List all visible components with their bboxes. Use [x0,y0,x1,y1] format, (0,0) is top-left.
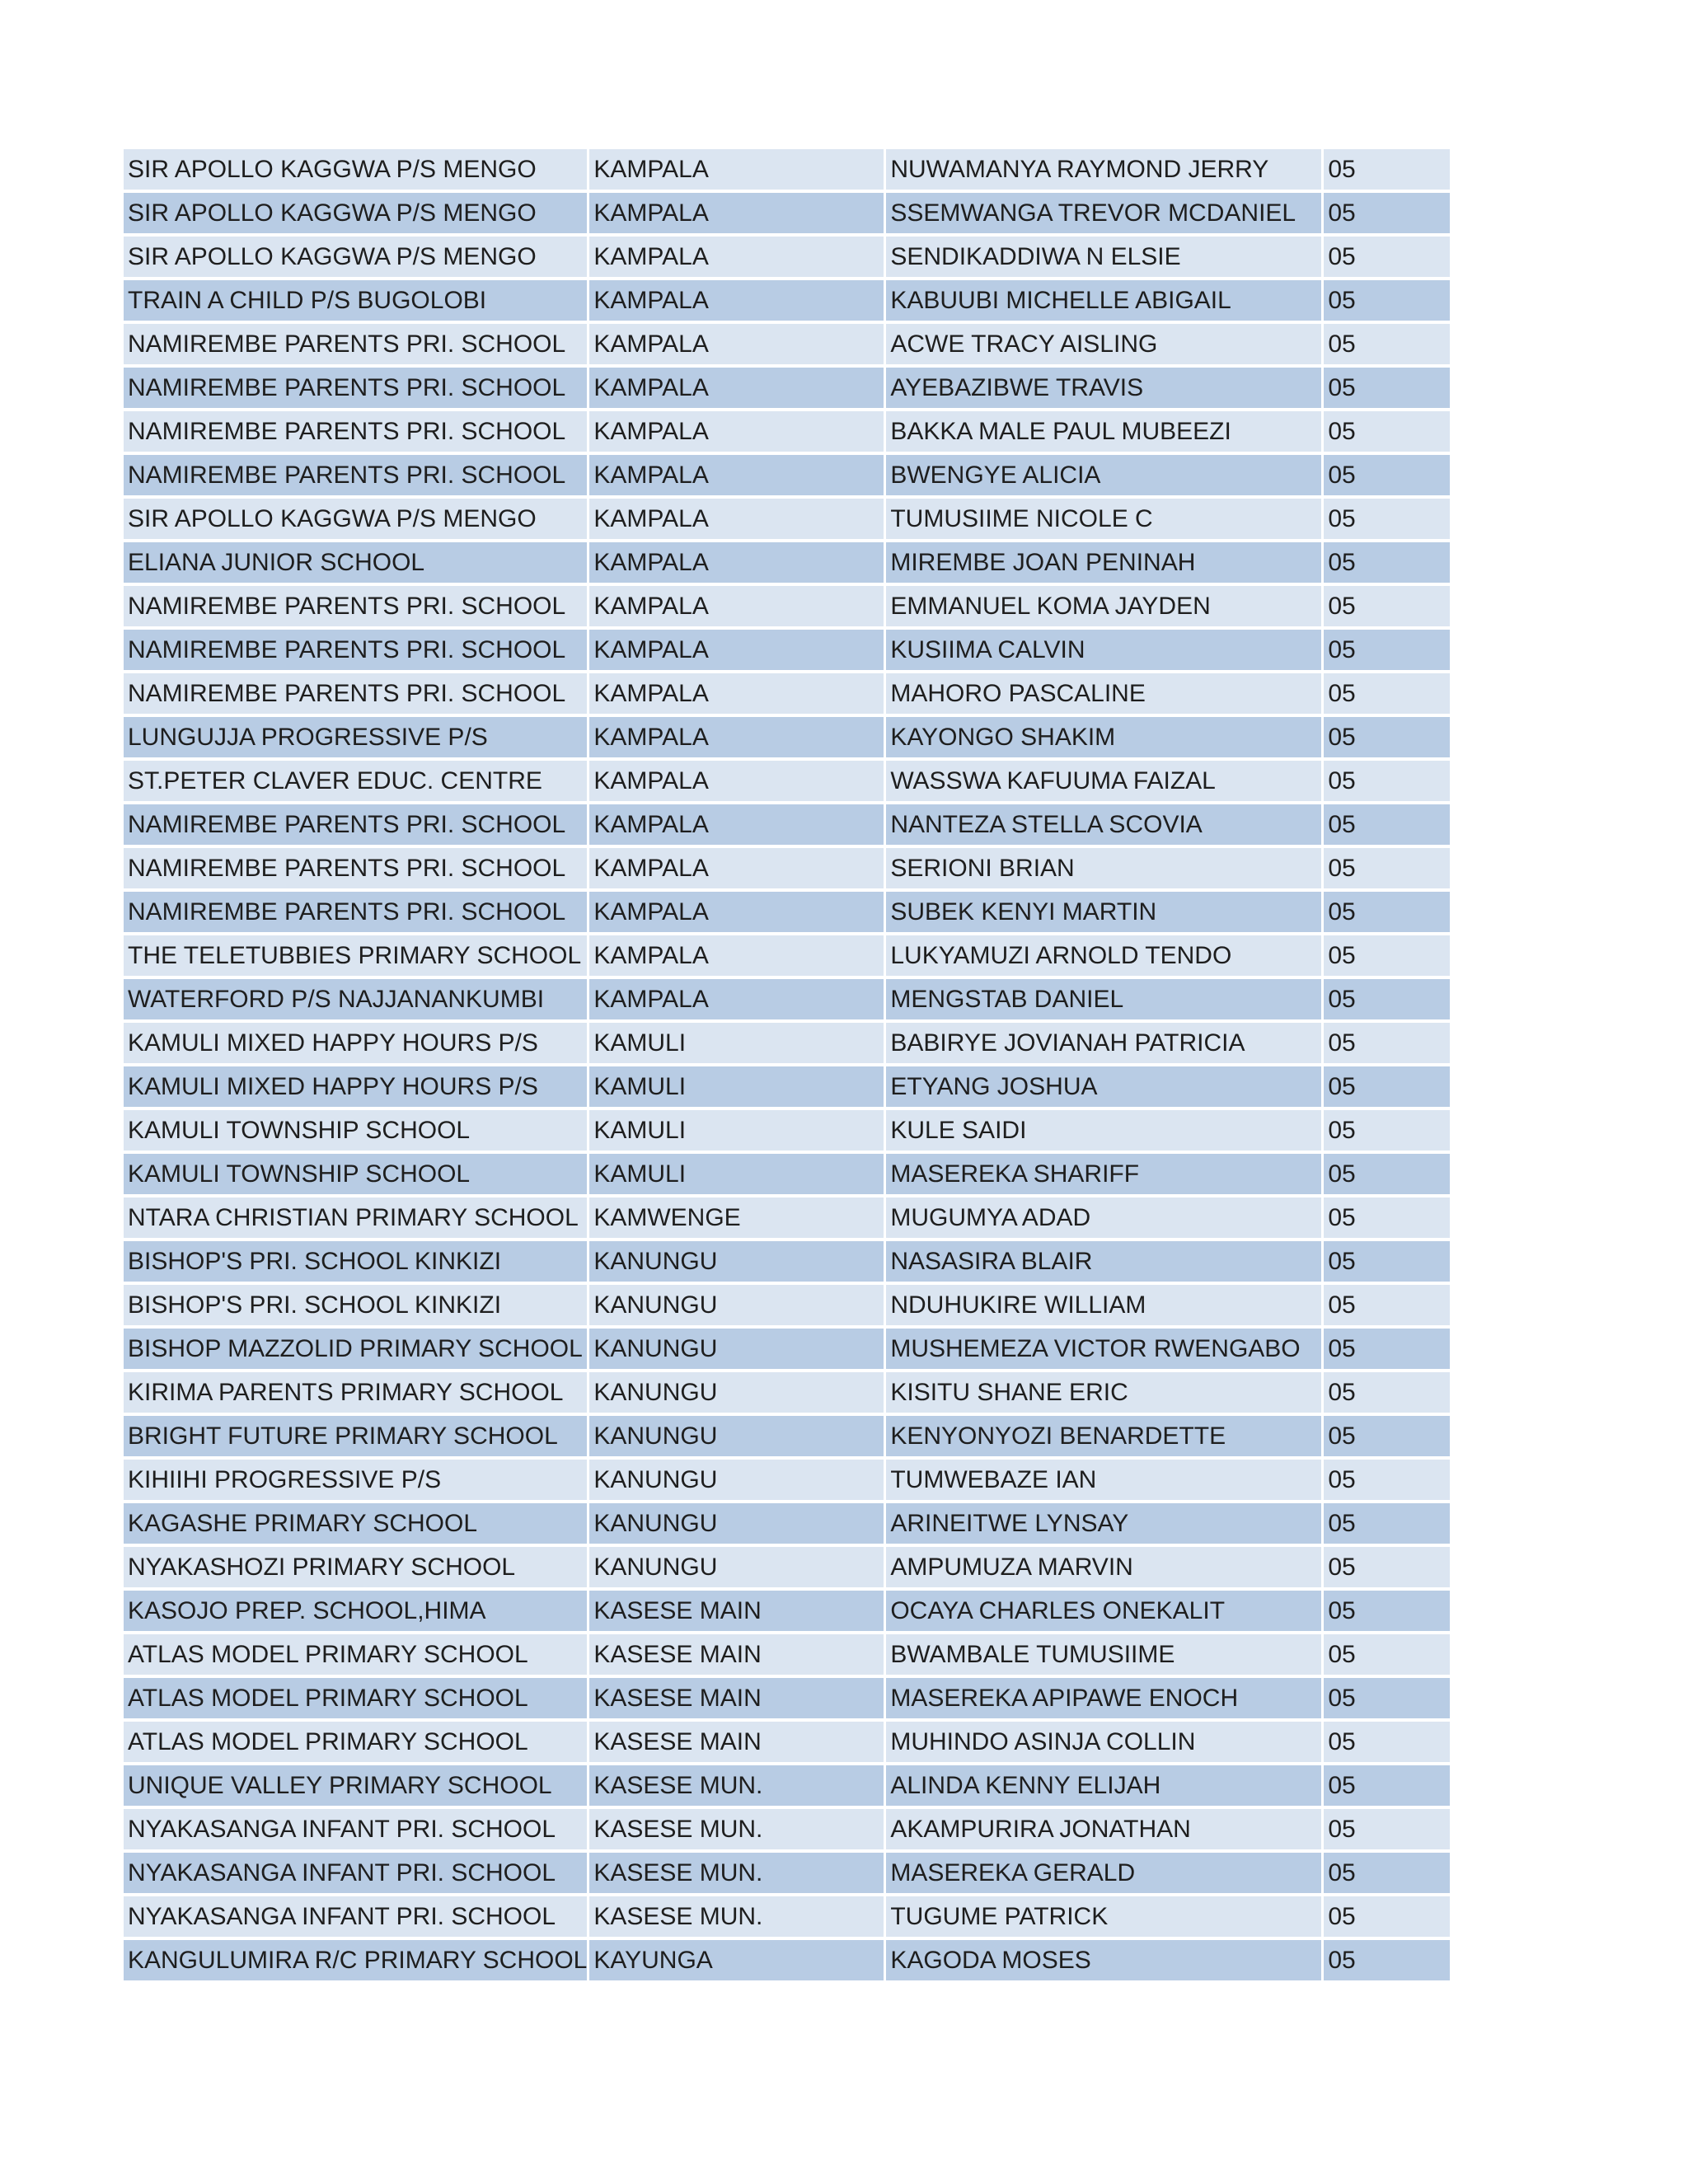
school-cell: NAMIREMBE PARENTS PRI. SCHOOL [124,586,587,626]
district-cell: KANUNGU [589,1329,884,1369]
grade-cell: 05 [1324,848,1450,888]
table-row [124,455,1450,495]
school-cell: KANGULUMIRA R/C PRIMARY SCHOOL [124,1940,587,1980]
grade-cell: 05 [1324,1110,1450,1151]
district-cell: KASESE MUN. [589,1853,884,1893]
table-row [124,892,1450,932]
candidate-name-cell: TUMWEBAZE IAN [886,1460,1321,1500]
district-cell: KASESE MAIN [589,1591,884,1631]
table-row [124,1329,1450,1369]
grade-cell: 05 [1324,1678,1450,1718]
grade-cell: 05 [1324,1066,1450,1107]
school-cell: SIR APOLLO KAGGWA P/S MENGO [124,149,587,190]
district-cell: KAMULI [589,1110,884,1151]
candidate-name-cell: KISITU SHANE ERIC [886,1372,1321,1413]
district-cell: KANUNGU [589,1285,884,1325]
grade-cell: 05 [1324,1940,1450,1980]
district-cell: KASESE MAIN [589,1678,884,1718]
school-cell: NAMIREMBE PARENTS PRI. SCHOOL [124,892,587,932]
table-row [124,1023,1450,1063]
grade-cell: 05 [1324,280,1450,321]
district-cell: KANUNGU [589,1460,884,1500]
table-row [124,542,1450,583]
district-cell: KANUNGU [589,1416,884,1456]
grade-cell: 05 [1324,630,1450,670]
table-row [124,1110,1450,1151]
grade-cell: 05 [1324,1765,1450,1806]
district-cell: KAMPALA [589,368,884,408]
candidate-name-cell: MUSHEMEZA VICTOR RWENGABO [886,1329,1321,1369]
district-cell: KAMPALA [589,892,884,932]
results-table [121,146,1452,1984]
table-row [124,1241,1450,1282]
district-cell: KAMPALA [589,848,884,888]
table-row [124,1547,1450,1587]
grade-cell: 05 [1324,804,1450,845]
school-cell: SIR APOLLO KAGGWA P/S MENGO [124,499,587,539]
grade-cell: 05 [1324,1154,1450,1194]
candidate-name-cell: BWAMBALE TUMUSIIME [886,1634,1321,1675]
table-row [124,1154,1450,1194]
table-row [124,630,1450,670]
table-row [124,1896,1450,1937]
school-cell: NAMIREMBE PARENTS PRI. SCHOOL [124,411,587,452]
district-cell: KAMPALA [589,935,884,976]
school-cell: ATLAS MODEL PRIMARY SCHOOL [124,1722,587,1762]
candidate-name-cell: WASSWA KAFUUMA FAIZAL [886,761,1321,801]
school-cell: NAMIREMBE PARENTS PRI. SCHOOL [124,673,587,714]
candidate-name-cell: LUKYAMUZI ARNOLD TENDO [886,935,1321,976]
table-row [124,1765,1450,1806]
table-row [124,935,1450,976]
school-cell: KAMULI MIXED HAPPY HOURS P/S [124,1066,587,1107]
table-row [124,1634,1450,1675]
candidate-name-cell: KULE SAIDI [886,1110,1321,1151]
table-row [124,499,1450,539]
grade-cell: 05 [1324,193,1450,233]
school-cell: KAMULI MIXED HAPPY HOURS P/S [124,1023,587,1063]
table-row [124,193,1450,233]
table-row [124,1809,1450,1849]
grade-cell: 05 [1324,892,1450,932]
table-row [124,1678,1450,1718]
grade-cell: 05 [1324,1896,1450,1937]
district-cell: KAMULI [589,1023,884,1063]
school-cell: NAMIREMBE PARENTS PRI. SCHOOL [124,804,587,845]
district-cell: KAMPALA [589,717,884,757]
school-cell: NAMIREMBE PARENTS PRI. SCHOOL [124,848,587,888]
table-row [124,804,1450,845]
candidate-name-cell: ARINEITWE LYNSAY [886,1503,1321,1544]
table-row [124,324,1450,364]
table-row [124,1460,1450,1500]
district-cell: KAMULI [589,1154,884,1194]
district-cell: KAMPALA [589,411,884,452]
grade-cell: 05 [1324,455,1450,495]
grade-cell: 05 [1324,237,1450,277]
school-cell: UNIQUE VALLEY PRIMARY SCHOOL [124,1765,587,1806]
candidate-name-cell: MASEREKA APIPAWE ENOCH [886,1678,1321,1718]
district-cell: KAMWENGE [589,1197,884,1238]
grade-cell: 05 [1324,1722,1450,1762]
table-row [124,1722,1450,1762]
candidate-name-cell: AMPUMUZA MARVIN [886,1547,1321,1587]
grade-cell: 05 [1324,673,1450,714]
table-row [124,717,1450,757]
grade-cell: 05 [1324,1503,1450,1544]
school-cell: NAMIREMBE PARENTS PRI. SCHOOL [124,324,587,364]
table-row [124,1066,1450,1107]
candidate-name-cell: SUBEK KENYI MARTIN [886,892,1321,932]
grade-cell: 05 [1324,324,1450,364]
grade-cell: 05 [1324,542,1450,583]
district-cell: KASESE MUN. [589,1765,884,1806]
grade-cell: 05 [1324,761,1450,801]
candidate-name-cell: ACWE TRACY AISLING [886,324,1321,364]
district-cell: KASESE MAIN [589,1634,884,1675]
district-cell: KAMPALA [589,979,884,1019]
district-cell: KANUNGU [589,1503,884,1544]
table-row [124,1503,1450,1544]
candidate-name-cell: KENYONYOZI BENARDETTE [886,1416,1321,1456]
district-cell: KAMPALA [589,630,884,670]
candidate-name-cell: MUGUMYA ADAD [886,1197,1321,1238]
district-cell: KAMPALA [589,149,884,190]
candidate-name-cell: MIREMBE JOAN PENINAH [886,542,1321,583]
candidate-name-cell: KABUUBI MICHELLE ABIGAIL [886,280,1321,321]
district-cell: KAMPALA [589,237,884,277]
school-cell: LUNGUJJA PROGRESSIVE P/S [124,717,587,757]
grade-cell: 05 [1324,1197,1450,1238]
district-cell: KAMPALA [589,280,884,321]
table-row [124,1285,1450,1325]
table-row [124,411,1450,452]
candidate-name-cell: BABIRYE JOVIANAH PATRICIA [886,1023,1321,1063]
table-row [124,1853,1450,1893]
candidate-name-cell: MAHORO PASCALINE [886,673,1321,714]
district-cell: KAMPALA [589,324,884,364]
candidate-name-cell: MASEREKA GERALD [886,1853,1321,1893]
candidate-name-cell: ETYANG JOSHUA [886,1066,1321,1107]
candidate-name-cell: KAGODA MOSES [886,1940,1321,1980]
school-cell: ST.PETER CLAVER EDUC. CENTRE [124,761,587,801]
district-cell: KANUNGU [589,1547,884,1587]
school-cell: NYAKASANGA INFANT PRI. SCHOOL [124,1896,587,1937]
grade-cell: 05 [1324,149,1450,190]
table-row [124,1940,1450,1980]
school-cell: THE TELETUBBIES PRIMARY SCHOOL [124,935,587,976]
candidate-name-cell: EMMANUEL KOMA JAYDEN [886,586,1321,626]
candidate-name-cell: NASASIRA BLAIR [886,1241,1321,1282]
school-cell: NAMIREMBE PARENTS PRI. SCHOOL [124,455,587,495]
candidate-name-cell: TUMUSIIME NICOLE C [886,499,1321,539]
candidate-name-cell: SSEMWANGA TREVOR MCDANIEL [886,193,1321,233]
district-cell: KASESE MAIN [589,1722,884,1762]
candidate-name-cell: KUSIIMA CALVIN [886,630,1321,670]
table-row [124,237,1450,277]
grade-cell: 05 [1324,1853,1450,1893]
results-table-body [124,149,1450,1980]
school-cell: NAMIREMBE PARENTS PRI. SCHOOL [124,630,587,670]
school-cell: WATERFORD P/S NAJJANANKUMBI [124,979,587,1019]
candidate-name-cell: SERIONI BRIAN [886,848,1321,888]
candidate-name-cell: TUGUME PATRICK [886,1896,1321,1937]
district-cell: KAMPALA [589,673,884,714]
grade-cell: 05 [1324,1809,1450,1849]
grade-cell: 05 [1324,1634,1450,1675]
candidate-name-cell: MENGSTAB DANIEL [886,979,1321,1019]
district-cell: KAMPALA [589,586,884,626]
grade-cell: 05 [1324,979,1450,1019]
candidate-name-cell: BWENGYE ALICIA [886,455,1321,495]
school-cell: BRIGHT FUTURE PRIMARY SCHOOL [124,1416,587,1456]
district-cell: KASESE MUN. [589,1896,884,1937]
school-cell: KAGASHE PRIMARY SCHOOL [124,1503,587,1544]
school-cell: NTARA CHRISTIAN PRIMARY SCHOOL [124,1197,587,1238]
table-row [124,149,1450,190]
candidate-name-cell: NANTEZA STELLA SCOVIA [886,804,1321,845]
table-row [124,979,1450,1019]
district-cell: KASESE MUN. [589,1809,884,1849]
grade-cell: 05 [1324,1023,1450,1063]
district-cell: KANUNGU [589,1372,884,1413]
district-cell: KAMPALA [589,193,884,233]
school-cell: NYAKASHOZI PRIMARY SCHOOL [124,1547,587,1587]
school-cell: ATLAS MODEL PRIMARY SCHOOL [124,1634,587,1675]
school-cell: KIHIIHI PROGRESSIVE P/S [124,1460,587,1500]
school-cell: ELIANA JUNIOR SCHOOL [124,542,587,583]
candidate-name-cell: SENDIKADDIWA N ELSIE [886,237,1321,277]
grade-cell: 05 [1324,1416,1450,1456]
table-row [124,586,1450,626]
school-cell: BISHOP'S PRI. SCHOOL KINKIZI [124,1241,587,1282]
school-cell: BISHOP'S PRI. SCHOOL KINKIZI [124,1285,587,1325]
candidate-name-cell: BAKKA MALE PAUL MUBEEZI [886,411,1321,452]
grade-cell: 05 [1324,1460,1450,1500]
grade-cell: 05 [1324,1285,1450,1325]
school-cell: KIRIMA PARENTS PRIMARY SCHOOL [124,1372,587,1413]
school-cell: KASOJO PREP. SCHOOL,HIMA [124,1591,587,1631]
district-cell: KAMPALA [589,499,884,539]
table-row [124,280,1450,321]
table-row [124,848,1450,888]
table-row [124,1197,1450,1238]
table-row [124,1416,1450,1456]
grade-cell: 05 [1324,1329,1450,1369]
school-cell: NAMIREMBE PARENTS PRI. SCHOOL [124,368,587,408]
school-cell: KAMULI TOWNSHIP SCHOOL [124,1154,587,1194]
table-row [124,368,1450,408]
district-cell: KAYUNGA [589,1940,884,1980]
school-cell: SIR APOLLO KAGGWA P/S MENGO [124,193,587,233]
candidate-name-cell: NDUHUKIRE WILLIAM [886,1285,1321,1325]
grade-cell: 05 [1324,586,1450,626]
grade-cell: 05 [1324,1241,1450,1282]
grade-cell: 05 [1324,935,1450,976]
school-cell: ATLAS MODEL PRIMARY SCHOOL [124,1678,587,1718]
grade-cell: 05 [1324,717,1450,757]
grade-cell: 05 [1324,1591,1450,1631]
school-cell: SIR APOLLO KAGGWA P/S MENGO [124,237,587,277]
candidate-name-cell: KAYONGO SHAKIM [886,717,1321,757]
candidate-name-cell: OCAYA CHARLES ONEKALIT [886,1591,1321,1631]
district-cell: KAMPALA [589,761,884,801]
grade-cell: 05 [1324,1547,1450,1587]
candidate-name-cell: AKAMPURIRA JONATHAN [886,1809,1321,1849]
grade-cell: 05 [1324,1372,1450,1413]
table-row [124,1591,1450,1631]
district-cell: KAMPALA [589,455,884,495]
school-cell: BISHOP MAZZOLID PRIMARY SCHOOL [124,1329,587,1369]
school-cell: TRAIN A CHILD P/S BUGOLOBI [124,280,587,321]
district-cell: KAMPALA [589,542,884,583]
school-cell: NYAKASANGA INFANT PRI. SCHOOL [124,1853,587,1893]
candidate-name-cell: MASEREKA SHARIFF [886,1154,1321,1194]
school-cell: NYAKASANGA INFANT PRI. SCHOOL [124,1809,587,1849]
grade-cell: 05 [1324,368,1450,408]
district-cell: KAMULI [589,1066,884,1107]
grade-cell: 05 [1324,411,1450,452]
district-cell: KAMPALA [589,804,884,845]
candidate-name-cell: ALINDA KENNY ELIJAH [886,1765,1321,1806]
table-row [124,761,1450,801]
table-row [124,1372,1450,1413]
table-row [124,673,1450,714]
grade-cell: 05 [1324,499,1450,539]
candidate-name-cell: AYEBAZIBWE TRAVIS [886,368,1321,408]
candidate-name-cell: NUWAMANYA RAYMOND JERRY [886,149,1321,190]
district-cell: KANUNGU [589,1241,884,1282]
school-cell: KAMULI TOWNSHIP SCHOOL [124,1110,587,1151]
candidate-name-cell: MUHINDO ASINJA COLLIN [886,1722,1321,1762]
